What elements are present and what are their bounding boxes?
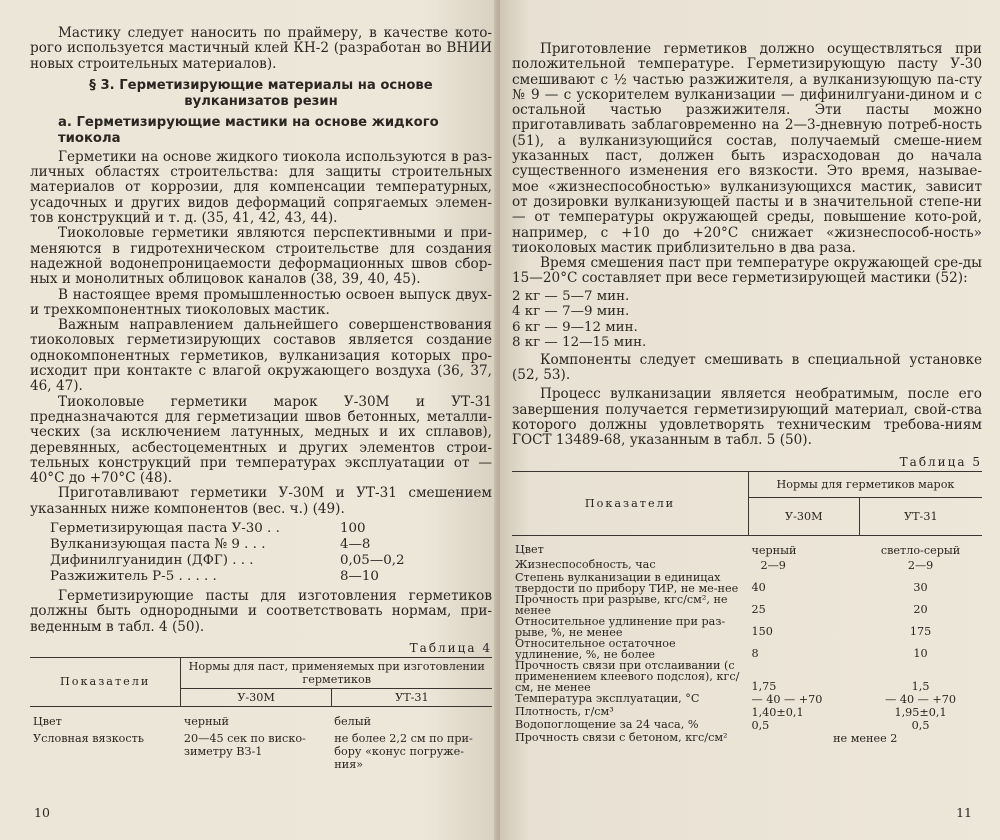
paragraph: Приготавливают герметики У-30М и УТ-31 смешением указанных ниже компонентов (вес. ч.) (49). bbox=[30, 485, 492, 517]
table-row: Жизнеспособность, час 2—9 2—9 bbox=[515, 557, 934, 572]
table-row: Относительное удлинение при раз-рыве, %, не менее 150 175 bbox=[515, 614, 932, 639]
section-heading: § 3. Герметизирующие материалы на основе вулканизатов резин bbox=[89, 77, 433, 109]
right-page bbox=[500, 0, 1000, 840]
table-row: Плотность, г/см³ 1,40±0,1 1,95±0,1 bbox=[515, 704, 947, 719]
table-4 bbox=[30, 657, 492, 773]
list-item: 6 кг — 9—12 мин. bbox=[512, 319, 638, 335]
subsection-heading: а. Герметизирующие мастики на основе жидкого тиокола bbox=[58, 114, 439, 146]
table-header: УТ-31 bbox=[395, 690, 429, 704]
paragraph: В настоящее время промышленностью освоен выпуск двух- и трехкомпонентных тиоколовых мастик. bbox=[30, 286, 492, 318]
table-header: У-30М bbox=[181, 688, 331, 706]
table-caption: Таблица 5 bbox=[899, 454, 982, 469]
list-item: 4 кг — 7—9 мин. bbox=[512, 304, 630, 320]
table-5 bbox=[512, 471, 982, 745]
table-caption: Таблица 4 bbox=[409, 640, 492, 655]
table-row: Прочность связи с бетоном, кгс/см² не менее 2 bbox=[515, 730, 898, 745]
table-row: Цвет черный белый bbox=[33, 714, 372, 728]
durations-list bbox=[512, 289, 982, 351]
table-row: Прочность связи при отслаивании (с применением клеевого подслоя), кгс/см, не менее 1,75 1,5 bbox=[515, 658, 930, 694]
table-header: У-30М bbox=[749, 497, 860, 535]
table-header: Нормы для паст, применяемых при изготовлении герметиков bbox=[181, 657, 492, 688]
paragraph: Тиоколовые герметики являются перспективными и при-меняются в гидротехническом строительстве для создания надежной водонепроницаемости деформационных швов сбор-ных и монолитных облицовок каналов (38, 39, 40, 45). bbox=[30, 225, 492, 288]
paragraph: Важным направлением дальнейшего совершенствования тиоколовых герметизирующих составов является создание однокомпонентных герметиков, вулканизация которых про-исходит при контакте с влагой окружающего воздуха (36, 37, 46, 47). bbox=[30, 317, 492, 395]
paragraph: Мастику следует наносить по праймеру, в качестве кото-рого используется мастичный клей КН-2 (разработан во ВНИИ новых строительных материалов). bbox=[30, 25, 492, 72]
table-header: Показатели bbox=[512, 471, 749, 535]
table-row: Относительное остаточное удлинение, %, не более 8 10 bbox=[515, 636, 928, 661]
paragraph: Компоненты следует смешивать в специальной установке (52, 53). bbox=[512, 351, 982, 384]
table-header: Показатели bbox=[30, 657, 181, 706]
table-row: Цвет черный светло-серый bbox=[515, 542, 961, 557]
list-item: Вулканизующая паста № 9 . . . 4—8 bbox=[50, 537, 371, 553]
paragraph: Приготовление герметиков должно осуществляться при положительной температуре. Герметизирующую пасту У-30 смешивают с ½ частью разжижителя, а вулканизующую па-сту № 9 — с ускорителем вулканизации — дифинилгуани-дином и с остальной частью разжижителя. Эти пасты можно приготавливать заблаговременно на 2—3-дневную потреб-ность (51), а вулканизующийся состав, получаемый смеше-нием указанных паст, должен быть израсходован до начала существенного изменения его вязкости. Это время, называе-мое «жизнеспособностью» вулканизующихся мастик, зависит от дозировки вулканизующей пасты и в значительной степе-ни — от температуры окружающей среды, повышение кото-рой, например, с +10 до +20°С снижает «жизнеспособ-ность» тиоколовых мастик приблизительно в два раза. bbox=[512, 41, 982, 256]
paragraph: Герметики на основе жидкого тиокола используются в раз-личных областях строительства: для защиты строительных материалов от коррозии, для компенсации температурных, усадочных и других видов деформаций сопрягаемых элемен-тов конструкций и т. д. (35, 41, 42, 43, 44). bbox=[30, 148, 492, 227]
page-number: 10 bbox=[34, 805, 50, 820]
table-row: Степень вулканизации в единицах твердости по прибору ТИР, не ме-нее 40 30 bbox=[515, 570, 928, 595]
list-item: 2 кг — 5—7 мин. bbox=[512, 288, 630, 304]
table-row: Прочность при разрыве, кгс/см², не менее 25 20 bbox=[515, 592, 928, 617]
table-header: УТ-31 bbox=[904, 509, 938, 523]
table-row: Водопоглощение за 24 часа, % 0,5 0,5 bbox=[515, 717, 930, 732]
page-number: 11 bbox=[956, 805, 972, 820]
components-list bbox=[50, 521, 410, 585]
list-item: 8 кг — 12—15 мин. bbox=[512, 335, 647, 351]
table-row: Условная вязкость 20—45 сек по виско-зиметру ВЗ-1 не более 2,2 см по при-бору «конус погруже-ния» bbox=[33, 731, 473, 771]
paragraph: Процесс вулканизации является необратимым, после его завершения получается герметизирующий материал, свой-ства которого должны удовлетворять техническим требова-ниям ГОСТ 13489-68, указанным в табл. 5 (50). bbox=[512, 386, 982, 449]
paragraph: Герметизирующие пасты для изготовления герметиков должны быть однородными и соответствовать нормам, при-веденным в табл. 4 (50). bbox=[30, 588, 492, 635]
paragraph: Тиоколовые герметики марок У-30М и УТ-31 предназначаются для герметизации швов бетонных, металли-ческих (за исключением латунных, медных и их сплавов), деревянных, асбестоцементных и других элементов строи-тельных конструкций при температурах эксплуатации от —40°С до +70°С (48). bbox=[30, 393, 492, 487]
list-item: Дифинилгуанидин (ДФГ) . . . 0,05—0,2 bbox=[50, 553, 405, 569]
list-item: Разжижитель Р-5 . . . . . 8—10 bbox=[50, 569, 379, 585]
paragraph: Время смешения паст при температуре окружающей сре-ды 15—20°С составляет при весе герметизирующей мастики (52): bbox=[512, 255, 982, 287]
table-header: Нормы для герметиков марок bbox=[749, 471, 983, 497]
table-row: Температура эксплуатации, °С — 40 — +70 — 40 — +70 bbox=[515, 691, 956, 706]
left-page bbox=[0, 0, 498, 840]
list-item: Герметизирующая паста У-30 . . 100 bbox=[50, 521, 366, 537]
